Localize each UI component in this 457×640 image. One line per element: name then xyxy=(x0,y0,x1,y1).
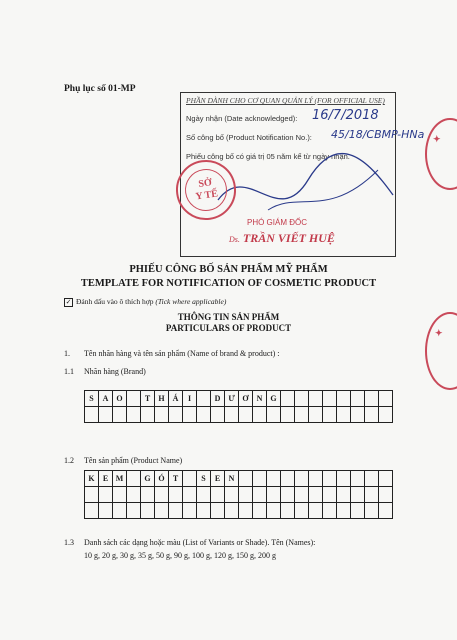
brand-letter-cell: I xyxy=(183,391,197,407)
product-letter-cell: S xyxy=(197,471,211,487)
section-1-2-heading: Tên sản phẩm (Product Name) xyxy=(84,456,183,465)
notification-number-value: 45/18/CBMP-HNa xyxy=(331,128,425,141)
product-empty-cell xyxy=(351,503,365,519)
brand-empty-cell xyxy=(99,407,113,423)
product-empty-cell xyxy=(239,487,253,503)
product-letter-cell xyxy=(253,471,267,487)
product-letter-cell: N xyxy=(225,471,239,487)
product-empty-cell xyxy=(337,487,351,503)
date-acknowledged-value: 16/7/2018 xyxy=(312,108,379,123)
brand-letter-cell: S xyxy=(85,391,99,407)
product-letter-cell xyxy=(295,471,309,487)
product-empty-cell xyxy=(141,503,155,519)
signer-name: TRẦN VIẾT HUỆ xyxy=(242,231,335,245)
product-empty-cell xyxy=(155,487,169,503)
product-empty-cell xyxy=(309,487,323,503)
product-letter-cell xyxy=(127,471,141,487)
brand-letter-cell xyxy=(127,391,141,407)
product-empty-cell xyxy=(351,487,365,503)
product-letter-cell: G xyxy=(141,471,155,487)
validity-note: Phiếu công bố có giá trị 05 năm kể từ ngày nhận. xyxy=(186,152,350,161)
brand-letter-cell xyxy=(323,391,337,407)
brand-letter-cell xyxy=(365,391,379,407)
tick-note-vi: Đánh dấu vào ô thích hợp xyxy=(76,297,154,306)
brand-empty-cell xyxy=(309,407,323,423)
side-seal-stamp-middle: ✦ xyxy=(425,312,457,390)
appendix-label: Phụ lục số 01-MP xyxy=(64,84,136,94)
product-letter-cell xyxy=(351,471,365,487)
brand-letter-cell: A xyxy=(99,391,113,407)
tick-note-en: (Tick where applicable) xyxy=(155,297,227,306)
product-letter-cell: E xyxy=(99,471,113,487)
section-1-number: 1. xyxy=(64,349,70,358)
brand-letter-cell xyxy=(281,391,295,407)
product-empty-cell xyxy=(169,487,183,503)
brand-empty-cell xyxy=(183,407,197,423)
side-seal-stamp-top: ✦ xyxy=(425,118,457,190)
brand-letter-cell: G xyxy=(267,391,281,407)
product-empty-cell xyxy=(225,487,239,503)
brand-letter-cell: Á xyxy=(169,391,183,407)
product-empty-cell xyxy=(379,487,393,503)
brand-letter-cell xyxy=(197,391,211,407)
brand-empty-cell xyxy=(253,407,267,423)
official-use-heading: PHẦN DÀNH CHO CƠ QUAN QUẢN LÝ (FOR OFFICIAL USE) xyxy=(186,96,385,105)
product-empty-cell xyxy=(267,503,281,519)
brand-letter-cell: N xyxy=(253,391,267,407)
product-empty-cell xyxy=(85,487,99,503)
brand-letter-cell xyxy=(337,391,351,407)
product-empty-cell xyxy=(281,503,295,519)
product-empty-cell xyxy=(253,503,267,519)
seal-text-top: SỞ xyxy=(197,177,213,190)
tick-instruction xyxy=(64,297,226,307)
brand-letter-cell xyxy=(351,391,365,407)
product-empty-cell xyxy=(197,503,211,519)
product-letter-cell xyxy=(323,471,337,487)
brand-empty-cell xyxy=(365,407,379,423)
product-letter-cell xyxy=(337,471,351,487)
brand-empty-cell xyxy=(85,407,99,423)
product-empty-cell xyxy=(211,503,225,519)
product-empty-cell xyxy=(113,487,127,503)
product-empty-cell xyxy=(113,503,127,519)
product-empty-cell xyxy=(323,487,337,503)
section-1-heading: Tên nhãn hàng và tên sản phẩm (Name of brand & product) : xyxy=(84,349,280,358)
signature-scribble xyxy=(208,140,408,240)
product-empty-cell xyxy=(323,503,337,519)
product-letter-cell xyxy=(365,471,379,487)
product-letter-cell xyxy=(309,471,323,487)
product-empty-cell xyxy=(85,503,99,519)
brand-empty-cell xyxy=(281,407,295,423)
brand-letter-cell xyxy=(295,391,309,407)
product-empty-cell xyxy=(295,503,309,519)
brand-letter-grid xyxy=(84,390,393,423)
brand-empty-cell xyxy=(295,407,309,423)
brand-empty-cell xyxy=(323,407,337,423)
product-empty-cell xyxy=(309,503,323,519)
product-letter-cell: K xyxy=(85,471,99,487)
product-empty-cell xyxy=(197,487,211,503)
product-empty-cell xyxy=(295,487,309,503)
product-empty-cell xyxy=(99,487,113,503)
section-1-3-number: 1.3 xyxy=(64,538,74,547)
product-letter-cell: T xyxy=(169,471,183,487)
product-empty-cell xyxy=(337,503,351,519)
product-letter-cell xyxy=(379,471,393,487)
section-1-2-number: 1.2 xyxy=(64,456,74,465)
product-empty-cell xyxy=(169,503,183,519)
product-letter-grid xyxy=(84,470,393,519)
product-empty-cell xyxy=(253,487,267,503)
product-empty-cell xyxy=(365,503,379,519)
brand-letter-cell: H xyxy=(155,391,169,407)
brand-empty-cell xyxy=(225,407,239,423)
date-acknowledged-label: Ngày nhận (Date acknowledged): xyxy=(186,114,298,123)
variants-list: 10 g, 20 g, 30 g, 35 g, 50 g, 90 g, 100 g, 120 g, 150 g, 200 g xyxy=(84,551,276,560)
product-empty-cell xyxy=(183,503,197,519)
product-empty-cell xyxy=(141,487,155,503)
notification-number-label: Số công bố (Product Notification No.): xyxy=(186,133,312,142)
product-empty-cell xyxy=(155,503,169,519)
product-empty-cell xyxy=(281,487,295,503)
brand-empty-cell xyxy=(169,407,183,423)
product-letter-cell xyxy=(281,471,295,487)
seal-text-bottom: Y TẾ xyxy=(194,188,219,203)
brand-empty-cell xyxy=(337,407,351,423)
product-empty-cell xyxy=(183,487,197,503)
brand-empty-cell xyxy=(351,407,365,423)
brand-empty-cell xyxy=(267,407,281,423)
form-title-en: TEMPLATE FOR NOTIFICATION OF COSMETIC PRODUCT xyxy=(80,278,377,289)
brand-empty-cell xyxy=(379,407,393,423)
form-title-vi: PHIẾU CÔNG BỐ SẢN PHẨM MỸ PHẨM xyxy=(129,264,328,275)
product-empty-cell xyxy=(379,503,393,519)
product-empty-cell xyxy=(99,503,113,519)
brand-empty-cell xyxy=(127,407,141,423)
brand-empty-cell xyxy=(113,407,127,423)
brand-letter-cell xyxy=(309,391,323,407)
brand-letter-cell: Ư xyxy=(225,391,239,407)
signer-prefix: Ds. xyxy=(229,235,240,244)
product-letter-cell: E xyxy=(211,471,225,487)
product-letter-cell xyxy=(183,471,197,487)
product-empty-cell xyxy=(127,487,141,503)
section-1-1-number: 1.1 xyxy=(64,367,74,376)
checkbox-icon: ✓ xyxy=(65,297,72,306)
product-empty-cell xyxy=(127,503,141,519)
deputy-director-title: PHÓ GIÁM ĐỐC xyxy=(247,218,308,227)
brand-empty-cell xyxy=(211,407,225,423)
product-letter-cell: M xyxy=(113,471,127,487)
brand-empty-cell xyxy=(141,407,155,423)
product-empty-cell xyxy=(267,487,281,503)
product-letter-cell xyxy=(267,471,281,487)
brand-empty-cell xyxy=(239,407,253,423)
brand-empty-cell xyxy=(155,407,169,423)
brand-letter-cell: T xyxy=(141,391,155,407)
product-empty-cell xyxy=(239,503,253,519)
brand-letter-cell: O xyxy=(113,391,127,407)
product-empty-cell xyxy=(225,503,239,519)
brand-letter-cell: Ơ xyxy=(239,391,253,407)
product-letter-cell: Ó xyxy=(155,471,169,487)
product-empty-cell xyxy=(211,487,225,503)
particulars-title-en: PARTICULARS OF PRODUCT xyxy=(165,323,292,333)
brand-letter-cell xyxy=(379,391,393,407)
section-1-3-heading: Danh sách các dạng hoặc màu (List of Variants or Shade). Tên (Names): xyxy=(84,538,316,547)
brand-letter-cell: D xyxy=(211,391,225,407)
brand-empty-cell xyxy=(197,407,211,423)
product-letter-cell xyxy=(239,471,253,487)
product-empty-cell xyxy=(365,487,379,503)
section-1-1-heading: Nhãn hàng (Brand) xyxy=(84,367,146,376)
particulars-title-vi: THÔNG TIN SẢN PHẨM xyxy=(177,312,280,322)
